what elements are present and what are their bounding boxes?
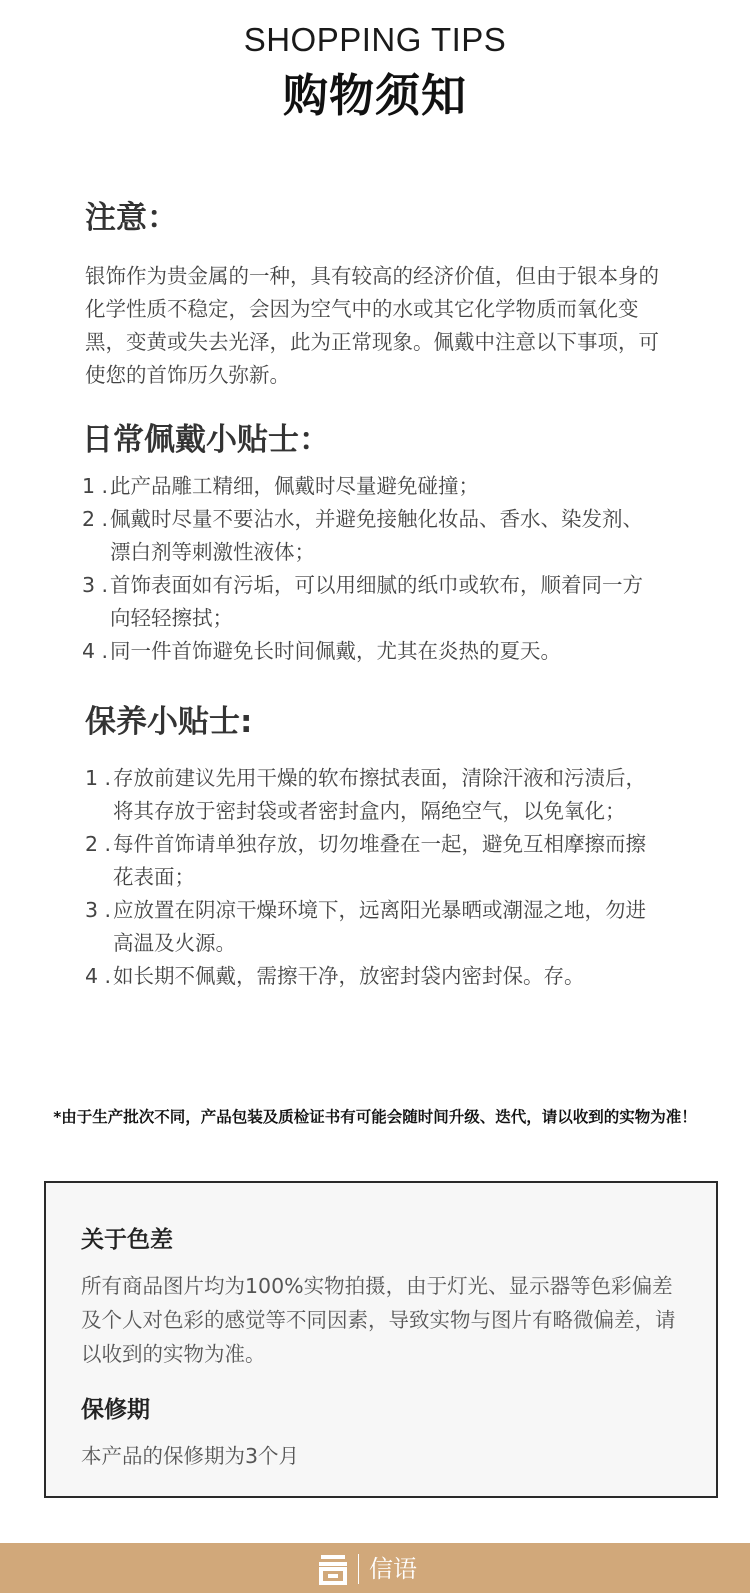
list-item: 2 . 佩戴时尽量不要沾水，并避免接触化妆品、香水、染发剂、漂白剂等刺激性液体； [82,507,643,564]
daily-wear-section [82,420,662,668]
daily-wear-title: 日常佩戴小贴士： [82,422,330,458]
care-list [85,762,665,993]
footer-logo [318,1551,417,1587]
footer-divider [358,1554,359,1584]
color-difference-text: 所有商品图片均为100%实物拍摄，由于灯光、显示器等色彩偏差及个人对色彩的感觉等不同因素，导致实物与图片有略微偏差，请以收到的实物为准。 [81,1274,676,1366]
list-item: 3 . 应放置在阴凉干燥环境下，远离阳光暴晒或潮湿之地，勿进高温及火源。 [85,898,646,955]
list-item: 3 . 首饰表面如有污垢，可以用细腻的纸巾或软布，顺着同一方向轻轻擦拭； [82,573,643,630]
color-difference-title: 关于色差 [81,1226,173,1253]
list-item: 4 . 同一件首饰避免长时间佩戴，尤其在炎热的夏天。 [82,639,561,663]
notice-title: 注意： [85,200,178,236]
warranty-title: 保修期 [81,1396,150,1423]
notice-text: 银饰作为贵金属的一种，具有较高的经济价值，但由于银本身的化学性质不稳定，会因为空气中的水或其它化学物质而氧化变黑，变黄或失去光泽，此为正常现象。佩戴中注意以下事项，可使您的首饰历久弥新。 [85,264,659,387]
disclaimer-text: *由于生产批次不同，产品包装及质检证书有可能会随时间升级、迭代，请以收到的实物为准！ [53,1108,697,1126]
daily-wear-list [82,470,662,668]
footer-bar [0,1543,750,1593]
list-item: 4 . 如长期不佩戴，需擦干净，放密封袋内密封保。存。 [85,964,585,988]
header-title-cn: 购物须知 [282,69,467,122]
notice-section [85,198,665,392]
header-title-en: SHOPPING TIPS [243,21,507,58]
care-title: 保养小贴士: [85,704,253,740]
list-item: 1 . 此产品雕工精细，佩戴时尽量避免碰撞； [82,474,479,498]
brand-logo-icon [318,1553,348,1585]
brand-name: 信语 [369,1555,417,1583]
list-item: 2 . 每件首饰请单独存放，切勿堆叠在一起，避免互相摩擦而擦花表面； [85,832,646,889]
info-box [44,1181,718,1498]
care-section [85,702,665,993]
list-item: 1 . 存放前建议先用干燥的软布擦拭表面，清除汗液和污渍后，将其存放于密封袋或者密封盒内，隔绝空气，以免氧化； [85,766,646,823]
warranty-text: 本产品的保修期为3个月 [81,1444,300,1468]
